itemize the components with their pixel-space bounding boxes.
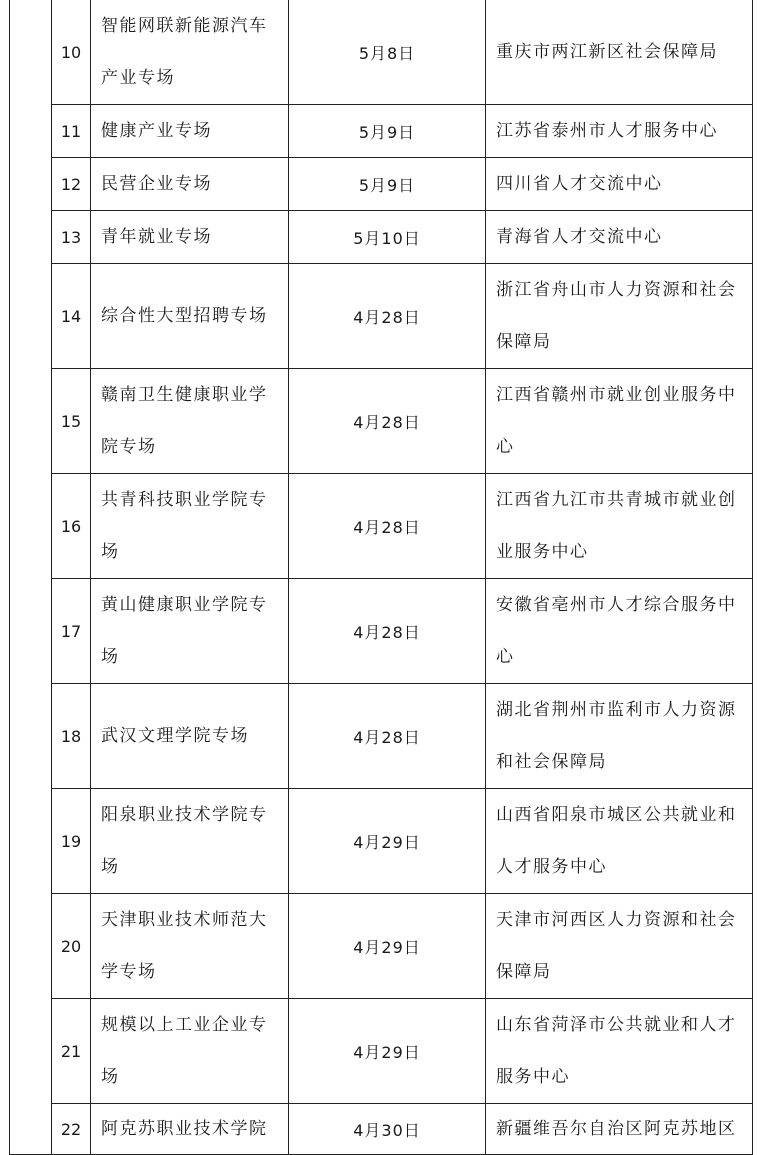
organizer: 重庆市两江新区社会保障局 — [486, 0, 753, 105]
fair-date: 4月29日 — [289, 999, 486, 1104]
table-row — [10, 579, 753, 684]
row-number: 16 — [52, 474, 91, 579]
fair-date: 4月28日 — [289, 684, 486, 789]
row-number: 12 — [52, 158, 91, 211]
fair-date: 4月29日 — [289, 894, 486, 999]
row-number: 15 — [52, 369, 91, 474]
fair-date: 5月8日 — [289, 0, 486, 105]
table-row — [10, 0, 753, 105]
fair-name: 赣南卫生健康职业学院专场 — [91, 369, 289, 474]
organizer: 江西省九江市共青城市就业创业服务中心 — [486, 474, 753, 579]
fair-name: 智能网联新能源汽车产业专场 — [91, 0, 289, 105]
row-number: 19 — [52, 789, 91, 894]
fair-date: 4月28日 — [289, 264, 486, 369]
row-number: 21 — [52, 999, 91, 1104]
organizer: 浙江省舟山市人力资源和社会保障局 — [486, 264, 753, 369]
row-number: 18 — [52, 684, 91, 789]
fair-date: 4月28日 — [289, 579, 486, 684]
fair-name: 共青科技职业学院专场 — [91, 474, 289, 579]
merged-category-cell — [10, 0, 52, 1155]
organizer: 江苏省泰州市人才服务中心 — [486, 105, 753, 158]
fair-date: 5月10日 — [289, 211, 486, 264]
organizer: 新疆维吾尔自治区阿克苏地区 — [486, 1104, 753, 1155]
row-number: 17 — [52, 579, 91, 684]
row-number: 13 — [52, 211, 91, 264]
job-fair-table — [9, 0, 753, 1155]
row-number: 14 — [52, 264, 91, 369]
fair-name: 民营企业专场 — [91, 158, 289, 211]
fair-date: 4月30日 — [289, 1104, 486, 1155]
organizer: 安徽省亳州市人才综合服务中心 — [486, 579, 753, 684]
table-row — [10, 999, 753, 1104]
table-row — [10, 1104, 753, 1155]
row-number: 20 — [52, 894, 91, 999]
fair-date: 4月28日 — [289, 474, 486, 579]
table-row — [10, 369, 753, 474]
fair-name: 规模以上工业企业专场 — [91, 999, 289, 1104]
organizer: 青海省人才交流中心 — [486, 211, 753, 264]
organizer: 山东省菏泽市公共就业和人才服务中心 — [486, 999, 753, 1104]
fair-name: 健康产业专场 — [91, 105, 289, 158]
fair-date: 4月28日 — [289, 369, 486, 474]
fair-name: 青年就业专场 — [91, 211, 289, 264]
fair-name: 天津职业技术师范大学专场 — [91, 894, 289, 999]
fair-name: 武汉文理学院专场 — [91, 684, 289, 789]
table-row — [10, 474, 753, 579]
fair-name: 阳泉职业技术学院专场 — [91, 789, 289, 894]
fair-name: 黄山健康职业学院专场 — [91, 579, 289, 684]
row-number: 22 — [52, 1104, 91, 1155]
organizer: 四川省人才交流中心 — [486, 158, 753, 211]
fair-date: 5月9日 — [289, 105, 486, 158]
fair-date: 4月29日 — [289, 789, 486, 894]
row-number: 10 — [52, 0, 91, 105]
organizer: 山西省阳泉市城区公共就业和人才服务中心 — [486, 789, 753, 894]
table-row — [10, 211, 753, 264]
table-row — [10, 105, 753, 158]
organizer: 湖北省荆州市监利市人力资源和社会保障局 — [486, 684, 753, 789]
table-row — [10, 158, 753, 211]
table-row — [10, 684, 753, 789]
organizer: 天津市河西区人力资源和社会保障局 — [486, 894, 753, 999]
table-row — [10, 264, 753, 369]
fair-name: 综合性大型招聘专场 — [91, 264, 289, 369]
organizer: 江西省赣州市就业创业服务中心 — [486, 369, 753, 474]
row-number: 11 — [52, 105, 91, 158]
table-row — [10, 789, 753, 894]
fair-date: 5月9日 — [289, 158, 486, 211]
table-row — [10, 894, 753, 999]
fair-name: 阿克苏职业技术学院 — [91, 1104, 289, 1155]
